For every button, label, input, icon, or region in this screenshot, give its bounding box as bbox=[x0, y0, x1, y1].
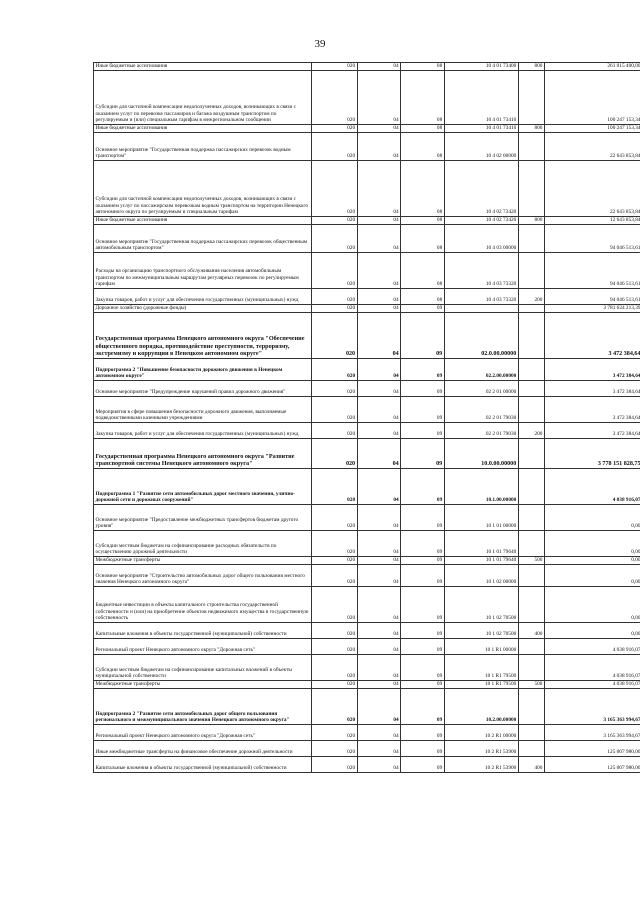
row-name: Подпрограмма 2 "Повышение безопасности дорожного движения в Ненецком автономном округе" bbox=[94, 359, 312, 381]
budget-table bbox=[93, 62, 640, 773]
row-target-article: 10.0.00.00000 bbox=[444, 439, 518, 469]
row-target-article: 02.0.00.00000 bbox=[444, 313, 518, 359]
row-razdel: 04 bbox=[357, 289, 401, 305]
row-name: Субсидии местным бюджетам на софинансирование капитальных вложений в объекты муниципальной собственности bbox=[94, 655, 312, 681]
row-podrazdel: 09 bbox=[401, 681, 445, 689]
row-name: Основное мероприятие "Государственная поддержка пассажирских перевозок водным транспортом" bbox=[94, 133, 312, 161]
row-grbs: 020 bbox=[311, 655, 357, 681]
row-name: Иные межбюджетные трансферты на финансовое обеспечение дорожной деятельности bbox=[94, 741, 312, 757]
row-razdel: 04 bbox=[357, 531, 401, 557]
row-expense-type bbox=[518, 439, 544, 469]
row-sum: 0,00 bbox=[544, 505, 640, 531]
row-target-article: 10.1.00.00000 bbox=[444, 469, 518, 505]
row-expense-type: 800 bbox=[518, 217, 544, 225]
row-sum: 3 472 384,64 bbox=[544, 313, 640, 359]
table-row bbox=[94, 71, 640, 125]
row-expense-type bbox=[518, 305, 544, 313]
row-grbs: 020 bbox=[311, 161, 357, 217]
row-grbs: 020 bbox=[311, 439, 357, 469]
row-name: Дорожное хозяйство (дорожные фонды) bbox=[94, 305, 312, 313]
row-sum: 0,00 bbox=[544, 587, 640, 623]
row-razdel: 04 bbox=[357, 71, 401, 125]
row-expense-type: 400 bbox=[518, 757, 544, 773]
row-target-article: 10 4 02 73420 bbox=[444, 217, 518, 225]
row-grbs: 020 bbox=[311, 623, 357, 639]
row-expense-type bbox=[518, 689, 544, 725]
row-name: Основное мероприятие "Строительство автомобильных дорог общего пользования местного значения Ненецкого автономного округа" bbox=[94, 565, 312, 587]
row-expense-type bbox=[518, 587, 544, 623]
row-name: Закупка товаров, работ и услуг для обеспечения государственных (муниципальных) нужд bbox=[94, 289, 312, 305]
budget-table-body bbox=[94, 63, 640, 773]
row-razdel: 04 bbox=[357, 439, 401, 469]
row-sum: 100 247 153,34 bbox=[544, 125, 640, 133]
row-podrazdel: 08 bbox=[401, 71, 445, 125]
row-razdel: 04 bbox=[357, 161, 401, 217]
row-podrazdel: 09 bbox=[401, 725, 445, 741]
row-razdel: 04 bbox=[357, 725, 401, 741]
row-podrazdel: 09 bbox=[401, 557, 445, 565]
row-grbs: 020 bbox=[311, 305, 357, 313]
row-podrazdel: 08 bbox=[401, 63, 445, 71]
row-expense-type: 400 bbox=[518, 623, 544, 639]
row-razdel: 04 bbox=[357, 655, 401, 681]
row-name: Закупка товаров, работ и услуг для обеспечения государственных (муниципальных) нужд bbox=[94, 423, 312, 439]
row-podrazdel: 09 bbox=[401, 689, 445, 725]
row-sum: 4 038 916,07 bbox=[544, 681, 640, 689]
row-name: Иные бюджетные ассигнования bbox=[94, 63, 312, 71]
row-grbs: 020 bbox=[311, 505, 357, 531]
row-grbs: 020 bbox=[311, 639, 357, 655]
row-grbs: 020 bbox=[311, 253, 357, 289]
row-name: Бюджетные инвестиции в объекты капитального строительства государственной собственности и (или) на приобретение объектов недвижимого имущества в государственную собственность bbox=[94, 587, 312, 623]
row-sum: 0,00 bbox=[544, 565, 640, 587]
row-podrazdel: 09 bbox=[401, 639, 445, 655]
row-podrazdel: 08 bbox=[401, 225, 445, 253]
table-row bbox=[94, 557, 640, 565]
table-row bbox=[94, 359, 640, 381]
row-podrazdel: 08 bbox=[401, 125, 445, 133]
table-row bbox=[94, 639, 640, 655]
row-name: Государственная программа Ненецкого автономного округа "Обеспечение общественного порядка, противодействие преступности, терроризму, экстремизму и коррупции в Ненецком автономном округе" bbox=[94, 313, 312, 359]
row-name: Расходы на организацию транспортного обслуживания населения автомобильным транспортом по межмуниципальным маршрутам регулярных перевозок по регулируемым тарифам bbox=[94, 253, 312, 289]
row-expense-type bbox=[518, 505, 544, 531]
row-name: Подпрограмма 1 "Развитие сети автомобильных дорог местного значения, улично-дорожной сети и дорожных сооружений" bbox=[94, 469, 312, 505]
table-row bbox=[94, 505, 640, 531]
row-razdel: 04 bbox=[357, 741, 401, 757]
row-grbs: 020 bbox=[311, 217, 357, 225]
row-grbs: 020 bbox=[311, 469, 357, 505]
row-grbs: 020 bbox=[311, 133, 357, 161]
row-podrazdel: 08 bbox=[401, 253, 445, 289]
row-sum: 100 247 153,34 bbox=[544, 71, 640, 125]
row-razdel: 04 bbox=[357, 689, 401, 725]
row-razdel: 04 bbox=[357, 359, 401, 381]
row-razdel: 04 bbox=[357, 225, 401, 253]
table-row bbox=[94, 469, 640, 505]
row-target-article: 10 1 01 79640 bbox=[444, 557, 518, 565]
row-razdel: 04 bbox=[357, 125, 401, 133]
row-sum: 94 046 513,61 bbox=[544, 253, 640, 289]
row-podrazdel: 09 bbox=[401, 623, 445, 639]
row-name: Капитальные вложения в объекты государственной (муниципальной) собственности bbox=[94, 757, 312, 773]
row-grbs: 020 bbox=[311, 565, 357, 587]
row-target-article: 10 4 03 73320 bbox=[444, 253, 518, 289]
table-row bbox=[94, 587, 640, 623]
row-razdel: 04 bbox=[357, 253, 401, 289]
row-sum: 3 472 384,64 bbox=[544, 397, 640, 423]
row-expense-type: 800 bbox=[518, 125, 544, 133]
row-podrazdel: 09 bbox=[401, 531, 445, 557]
row-sum: 3 778 151 828,75 bbox=[544, 439, 640, 469]
row-name: Межбюджетные трансферты bbox=[94, 681, 312, 689]
row-razdel: 04 bbox=[357, 217, 401, 225]
row-expense-type bbox=[518, 741, 544, 757]
row-grbs: 020 bbox=[311, 757, 357, 773]
table-row bbox=[94, 125, 640, 133]
table-row bbox=[94, 623, 640, 639]
row-expense-type: 800 bbox=[518, 63, 544, 71]
row-sum: 3 165 363 994,67 bbox=[544, 689, 640, 725]
table-row bbox=[94, 531, 640, 557]
row-target-article: 02 2 01 79030 bbox=[444, 397, 518, 423]
row-grbs: 020 bbox=[311, 587, 357, 623]
row-target-article: 10 1 02 70500 bbox=[444, 623, 518, 639]
row-name: Подпрограмма 2 "Развитие сети автомобильных дорог общего пользования регионального и межмуниципального значения Ненецкого автономного округа" bbox=[94, 689, 312, 725]
row-razdel: 04 bbox=[357, 397, 401, 423]
table-row bbox=[94, 423, 640, 439]
row-grbs: 020 bbox=[311, 313, 357, 359]
row-sum: 0,00 bbox=[544, 623, 640, 639]
row-podrazdel: 09 bbox=[401, 505, 445, 531]
row-podrazdel: 09 bbox=[401, 565, 445, 587]
table-row bbox=[94, 381, 640, 397]
row-expense-type bbox=[518, 313, 544, 359]
row-expense-type bbox=[518, 565, 544, 587]
row-expense-type: 500 bbox=[518, 681, 544, 689]
row-razdel: 04 bbox=[357, 557, 401, 565]
row-name: Субсидии для частичной компенсации недополученных доходов, возникающих в связи с оказанием услуг по пассажирским перевозкам водным транспортом на территории Ненецкого автономного округа по регулируемым и специальным тарифам bbox=[94, 161, 312, 217]
row-podrazdel: 09 bbox=[401, 469, 445, 505]
row-podrazdel: 08 bbox=[401, 217, 445, 225]
row-expense-type: 500 bbox=[518, 557, 544, 565]
row-target-article: 10 1 01 79640 bbox=[444, 531, 518, 557]
row-sum: 22 643 853,84 bbox=[544, 133, 640, 161]
row-target-article: 02.2.00.00000 bbox=[444, 359, 518, 381]
row-expense-type bbox=[518, 531, 544, 557]
row-podrazdel: 09 bbox=[401, 397, 445, 423]
row-sum: 125 007 980,00 bbox=[544, 757, 640, 773]
row-sum: 3 472 384,64 bbox=[544, 423, 640, 439]
row-target-article: 10 1 02 00000 bbox=[444, 565, 518, 587]
row-sum: 0,00 bbox=[544, 557, 640, 565]
row-target-article: 10 2 R1 53900 bbox=[444, 741, 518, 757]
table-row bbox=[94, 439, 640, 469]
row-sum: 4 038 916,07 bbox=[544, 639, 640, 655]
row-podrazdel: 08 bbox=[401, 161, 445, 217]
row-expense-type bbox=[518, 655, 544, 681]
row-podrazdel: 08 bbox=[401, 133, 445, 161]
row-podrazdel: 09 bbox=[401, 655, 445, 681]
table-row bbox=[94, 253, 640, 289]
row-grbs: 020 bbox=[311, 741, 357, 757]
row-expense-type bbox=[518, 71, 544, 125]
row-podrazdel: 09 bbox=[401, 313, 445, 359]
row-podrazdel: 09 bbox=[401, 423, 445, 439]
row-sum: 3 781 624 213,39 bbox=[544, 305, 640, 313]
row-sum: 0,00 bbox=[544, 531, 640, 557]
row-grbs: 020 bbox=[311, 125, 357, 133]
row-target-article: 10.2.00.00000 bbox=[444, 689, 518, 725]
row-grbs: 020 bbox=[311, 725, 357, 741]
row-sum: 4 038 916,07 bbox=[544, 469, 640, 505]
table-row bbox=[94, 305, 640, 313]
row-grbs: 020 bbox=[311, 63, 357, 71]
table-row bbox=[94, 757, 640, 773]
row-expense-type bbox=[518, 359, 544, 381]
row-target-article: 02 2 01 79030 bbox=[444, 423, 518, 439]
row-grbs: 020 bbox=[311, 359, 357, 381]
row-podrazdel: 09 bbox=[401, 359, 445, 381]
row-grbs: 020 bbox=[311, 557, 357, 565]
row-grbs: 020 bbox=[311, 423, 357, 439]
row-name: Иные бюджетные ассигнования bbox=[94, 217, 312, 225]
row-name: Основное мероприятие "Предупреждение нарушений правил дорожного движения" bbox=[94, 381, 312, 397]
row-razdel: 04 bbox=[357, 587, 401, 623]
row-razdel: 04 bbox=[357, 681, 401, 689]
row-name: Основное мероприятие "Предоставление межбюджетных трансфертов бюджетам другого уровня" bbox=[94, 505, 312, 531]
table-row bbox=[94, 313, 640, 359]
row-grbs: 020 bbox=[311, 681, 357, 689]
row-razdel: 04 bbox=[357, 469, 401, 505]
row-name: Субсидии местным бюджетам на софинансирование расходных обязательств по осуществлению дорожной деятельности bbox=[94, 531, 312, 557]
row-name: Государственная программа Ненецкого автономного округа "Развитие транспортной системы Ненецкого автономного округа" bbox=[94, 439, 312, 469]
row-target-article: 10 2 R1 53900 bbox=[444, 757, 518, 773]
row-name: Капитальные вложения в объекты государственной (муниципальной) собственности bbox=[94, 623, 312, 639]
row-expense-type: 200 bbox=[518, 423, 544, 439]
row-expense-type bbox=[518, 161, 544, 217]
row-name: Субсидии для частичной компенсации недополученных доходов, возникающих в связи с оказанием услуг по перевозке пассажиров и багажа воздушным транспортом по регулируемым и (или) специальным тарифам в межрегиональном сообщении bbox=[94, 71, 312, 125]
row-expense-type bbox=[518, 725, 544, 741]
table-row bbox=[94, 289, 640, 305]
table-row bbox=[94, 161, 640, 217]
row-razdel: 04 bbox=[357, 305, 401, 313]
row-name: Основное мероприятие "Государственная поддержка пассажирских перевозок общественным автомобильным транспортом" bbox=[94, 225, 312, 253]
table-row bbox=[94, 63, 640, 71]
row-sum: 3 472 384,64 bbox=[544, 359, 640, 381]
row-podrazdel: 09 bbox=[401, 381, 445, 397]
row-target-article: 10 4 03 00000 bbox=[444, 225, 518, 253]
row-sum: 261 015 400,00 bbox=[544, 63, 640, 71]
table-row bbox=[94, 681, 640, 689]
row-target-article: 10 4 01 73410 bbox=[444, 125, 518, 133]
row-target-article: 10 4 03 73320 bbox=[444, 289, 518, 305]
row-target-article: 10 4 01 73410 bbox=[444, 71, 518, 125]
row-expense-type bbox=[518, 225, 544, 253]
row-razdel: 04 bbox=[357, 381, 401, 397]
row-name: Мероприятия в сфере повышения безопасности дорожного движения, выполняемые подведомственными казенными учреждениями bbox=[94, 397, 312, 423]
row-name: Региональный проект Ненецкого автономного округа "Дорожная сеть" bbox=[94, 725, 312, 741]
table-row bbox=[94, 225, 640, 253]
table-row bbox=[94, 217, 640, 225]
table-row bbox=[94, 689, 640, 725]
row-target-article: 10 1 R1 79500 bbox=[444, 681, 518, 689]
row-razdel: 04 bbox=[357, 639, 401, 655]
row-sum: 94 046 513,61 bbox=[544, 289, 640, 305]
row-grbs: 020 bbox=[311, 381, 357, 397]
row-sum: 125 007 980,00 bbox=[544, 741, 640, 757]
row-razdel: 04 bbox=[357, 757, 401, 773]
table-row bbox=[94, 741, 640, 757]
row-sum: 94 046 513,61 bbox=[544, 225, 640, 253]
row-target-article: 10 4 01 73400 bbox=[444, 63, 518, 71]
row-razdel: 04 bbox=[357, 133, 401, 161]
row-target-article bbox=[444, 305, 518, 313]
row-podrazdel: 09 bbox=[401, 587, 445, 623]
row-razdel: 04 bbox=[357, 313, 401, 359]
row-name: Межбюджетные трансферты bbox=[94, 557, 312, 565]
row-sum: 12 643 853,84 bbox=[544, 217, 640, 225]
row-target-article: 02 2 01 00000 bbox=[444, 381, 518, 397]
row-target-article: 10 2 R1 00000 bbox=[444, 725, 518, 741]
table-row bbox=[94, 725, 640, 741]
table-row bbox=[94, 565, 640, 587]
row-expense-type bbox=[518, 639, 544, 655]
row-target-article: 10 4 02 00000 bbox=[444, 133, 518, 161]
row-target-article: 10 1 02 70500 bbox=[444, 587, 518, 623]
row-sum: 4 038 916,07 bbox=[544, 655, 640, 681]
row-grbs: 020 bbox=[311, 71, 357, 125]
row-razdel: 04 bbox=[357, 505, 401, 531]
row-expense-type bbox=[518, 397, 544, 423]
row-target-article: 10 1 R1 00000 bbox=[444, 639, 518, 655]
table-row bbox=[94, 397, 640, 423]
row-razdel: 04 bbox=[357, 623, 401, 639]
row-grbs: 020 bbox=[311, 397, 357, 423]
row-razdel: 04 bbox=[357, 423, 401, 439]
row-sum: 22 643 853,84 bbox=[544, 161, 640, 217]
row-expense-type bbox=[518, 253, 544, 289]
row-podrazdel: 09 bbox=[401, 305, 445, 313]
row-target-article: 10 4 02 73420 bbox=[444, 161, 518, 217]
row-podrazdel: 09 bbox=[401, 741, 445, 757]
row-name: Иные бюджетные ассигнования bbox=[94, 125, 312, 133]
row-podrazdel: 09 bbox=[401, 757, 445, 773]
row-grbs: 020 bbox=[311, 225, 357, 253]
row-expense-type bbox=[518, 381, 544, 397]
row-razdel: 04 bbox=[357, 565, 401, 587]
table-row bbox=[94, 133, 640, 161]
row-expense-type bbox=[518, 133, 544, 161]
table-row bbox=[94, 655, 640, 681]
row-podrazdel: 09 bbox=[401, 439, 445, 469]
row-razdel: 04 bbox=[357, 63, 401, 71]
row-expense-type bbox=[518, 469, 544, 505]
row-target-article: 10 1 01 00000 bbox=[444, 505, 518, 531]
row-sum: 3 472 384,64 bbox=[544, 381, 640, 397]
row-target-article: 10 1 R1 79500 bbox=[444, 655, 518, 681]
row-sum: 3 165 363 994,67 bbox=[544, 725, 640, 741]
row-grbs: 020 bbox=[311, 289, 357, 305]
row-grbs: 020 bbox=[311, 531, 357, 557]
row-podrazdel: 08 bbox=[401, 289, 445, 305]
row-expense-type: 200 bbox=[518, 289, 544, 305]
page-number: 39 bbox=[314, 38, 326, 50]
row-grbs: 020 bbox=[311, 689, 357, 725]
row-name: Региональный проект Ненецкого автономного округа "Дорожная сеть" bbox=[94, 639, 312, 655]
